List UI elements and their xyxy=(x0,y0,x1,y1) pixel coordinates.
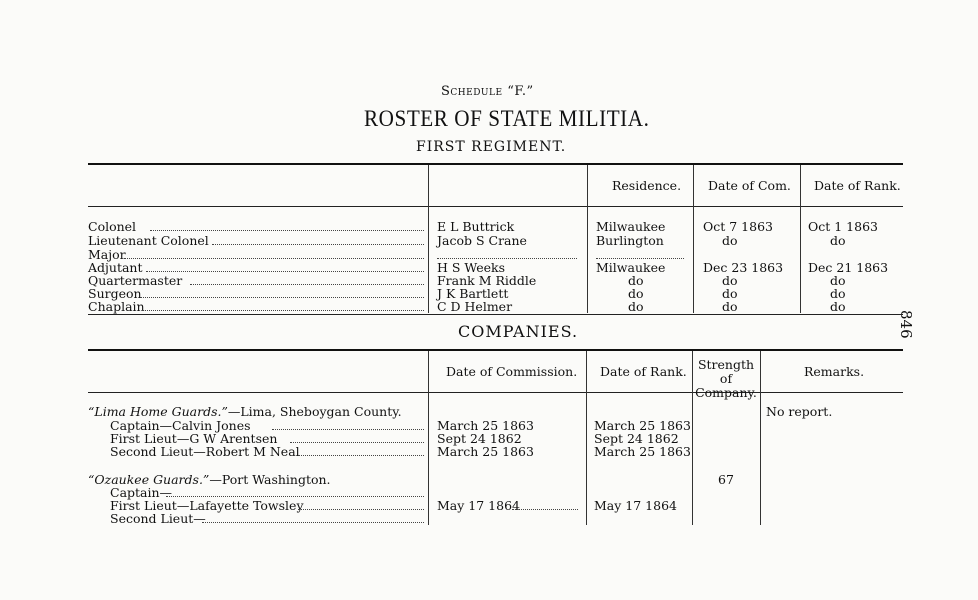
leader-dots xyxy=(150,230,424,231)
date-rank: Dec 21 1863 xyxy=(808,260,889,275)
schedule-label: Schedule “F.” xyxy=(441,84,534,99)
officer-name: Jacob S Crane xyxy=(437,233,527,248)
officer-name: J K Bartlett xyxy=(437,286,509,301)
company-strength: 67 xyxy=(718,472,734,487)
date-com: Dec 23 1863 xyxy=(703,260,784,275)
residence: Milwaukee xyxy=(596,260,666,275)
date-rank: Sept 24 1862 xyxy=(594,431,679,446)
officer-title: Captain—Calvin Jones xyxy=(110,418,251,433)
date-rank: do xyxy=(830,299,846,314)
remarks: No report. xyxy=(766,404,833,419)
residence: do xyxy=(628,286,644,301)
table-top-rule xyxy=(88,163,903,165)
officer-title: First Lieut—G W Arentsen xyxy=(110,431,278,446)
leader-dots xyxy=(437,258,577,259)
residence: do xyxy=(628,299,644,314)
rank-label: Surgeon xyxy=(88,286,142,301)
page-number: 846 xyxy=(897,310,915,339)
date-com: do xyxy=(722,273,738,288)
officer-title: Captain— xyxy=(110,485,173,500)
date-rank: do xyxy=(830,233,846,248)
col-remarks: Remarks. xyxy=(804,364,865,379)
date-rank: do xyxy=(830,273,846,288)
residence: Milwaukee xyxy=(596,219,666,234)
page-title: ROSTER OF STATE MILITIA. xyxy=(364,106,650,131)
officer-name: C D Helmer xyxy=(437,299,513,314)
column-rule xyxy=(428,165,429,313)
column-rule xyxy=(693,165,694,313)
leader-dots xyxy=(140,297,424,298)
leader-dots xyxy=(202,522,424,523)
col-date-commission: Date of Commission. xyxy=(446,364,578,379)
officer-name: E L Buttrick xyxy=(437,219,515,234)
col-date-rank: Date of Rank. xyxy=(814,178,901,193)
officer-name: Frank M Riddle xyxy=(437,273,537,288)
rank-label: Colonel xyxy=(88,219,137,234)
date-rank: Oct 1 1863 xyxy=(808,219,878,234)
company-name: “Ozaukee Guards.” xyxy=(88,472,210,487)
col-residence: Residence. xyxy=(612,178,682,193)
leader-dots xyxy=(212,244,424,245)
date-commission: March 25 1863 xyxy=(437,418,534,433)
column-rule xyxy=(586,351,587,525)
column-rule xyxy=(587,165,588,313)
date-commission: March 25 1863 xyxy=(437,444,534,459)
residence: do xyxy=(628,273,644,288)
companies-heading: COMPANIES. xyxy=(458,322,579,341)
date-com: Oct 7 1863 xyxy=(703,219,773,234)
officer-title: First Lieut—Lafayette Towsley xyxy=(110,498,304,513)
column-rule xyxy=(692,351,693,525)
officer-name: H S Weeks xyxy=(437,260,506,275)
leader-dots xyxy=(596,258,684,259)
leader-dots xyxy=(142,310,424,311)
date-rank: do xyxy=(830,286,846,301)
column-rule xyxy=(800,165,801,313)
table-bottom-rule xyxy=(88,314,903,315)
date-commission: Sept 24 1862 xyxy=(437,431,522,446)
leader-dots xyxy=(298,509,424,510)
date-commission: May 17 1864 xyxy=(437,498,520,513)
column-rule xyxy=(760,351,761,525)
col-date-com: Date of Com. xyxy=(708,178,791,193)
leader-dots xyxy=(272,429,424,430)
page-subtitle: FIRST REGIMENT. xyxy=(416,139,567,155)
date-com: do xyxy=(722,299,738,314)
companies-header-rule xyxy=(88,392,903,393)
col-date-rank: Date of Rank. xyxy=(600,364,687,379)
rank-label: Quartermaster xyxy=(88,273,183,288)
leader-dots xyxy=(124,258,424,259)
rank-label: Adjutant xyxy=(88,260,143,275)
companies-top-rule xyxy=(88,349,903,351)
officer-title: Second Lieut—Robert M Neal xyxy=(110,444,300,459)
date-com: do xyxy=(722,233,738,248)
leader-dots xyxy=(146,271,424,272)
company-location: —Port Washington. xyxy=(209,472,331,487)
residence: Burlington xyxy=(596,233,664,248)
officer-title: Second Lieut— xyxy=(110,511,206,526)
leader-dots xyxy=(298,455,424,456)
leader-dots xyxy=(166,496,424,497)
date-rank: March 25 1863 xyxy=(594,418,691,433)
rank-label: Lieutenant Colonel xyxy=(88,233,209,248)
table-header-rule xyxy=(88,206,903,207)
leader-dots xyxy=(290,442,424,443)
company-location: —Lima, Sheboygan County. xyxy=(227,404,402,419)
company-name: “Lima Home Guards.” xyxy=(88,404,228,419)
rank-label: Chaplain xyxy=(88,299,145,314)
leader-dots xyxy=(512,509,578,510)
date-rank: March 25 1863 xyxy=(594,444,691,459)
date-com: do xyxy=(722,286,738,301)
date-rank: May 17 1864 xyxy=(594,498,677,513)
company-heading xyxy=(88,404,402,419)
leader-dots xyxy=(190,284,424,285)
column-rule xyxy=(428,351,429,525)
col-strength: Strength of Company. xyxy=(695,357,757,400)
rank-label: Major xyxy=(88,247,126,262)
